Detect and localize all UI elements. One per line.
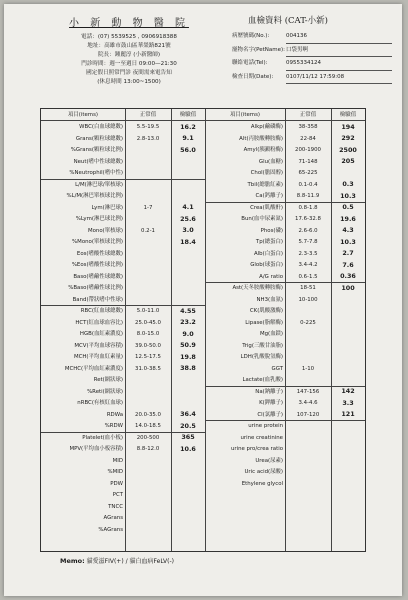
- normal-range: 0.1-0.4: [298, 181, 318, 188]
- test-result: 50.9: [180, 341, 196, 349]
- test-result: 0.36: [340, 272, 356, 280]
- test-name: Alkp(鹼磷酶): [250, 124, 283, 130]
- test-name: Mg(血鎂): [259, 331, 283, 337]
- normal-range: 22-84: [300, 135, 316, 142]
- test-name: Glob(球蛋白): [250, 262, 283, 268]
- test-name: Mono(單核球): [87, 227, 123, 234]
- test-result: 100: [341, 283, 355, 292]
- test-name: HGB(血紅素濃度): [79, 331, 123, 337]
- col-header-item-right: 項目(items): [230, 112, 260, 118]
- test-name: %Eos(嗜酸性球比例): [71, 262, 123, 268]
- memo-text: 貓愛滋FIV(+) / 貓白血病FeLV(-): [86, 558, 174, 565]
- phone-value: 0955334124: [286, 57, 392, 71]
- test-name: Lym(淋巴球): [91, 204, 123, 211]
- test-name: Tbil(總膽紅素): [247, 181, 283, 188]
- test-name: MCHC(平均血紅素濃度): [64, 365, 123, 372]
- test-result: 194: [341, 122, 355, 131]
- test-name: Ethylene glycol: [241, 480, 283, 487]
- normal-range: 8.8-12.0: [136, 446, 160, 452]
- test-name: Ast(天冬胺酸轉胺酶): [232, 285, 283, 291]
- results-table: [40, 108, 366, 552]
- test-name: urine pro/crea ratio: [230, 446, 283, 452]
- pet-name-label: 寵物名字(PetName):: [232, 46, 286, 53]
- normal-range: 1-10: [301, 365, 315, 372]
- test-name: L/M(淋巴球/單核球): [75, 181, 123, 188]
- date-row: [232, 71, 392, 85]
- test-result: 0.5: [342, 203, 354, 211]
- normal-range: 1-7: [143, 204, 153, 211]
- test-result: 292: [341, 134, 355, 142]
- normal-range: 39.0-50.0: [135, 342, 161, 349]
- test-name: Lactate(血乳酸): [242, 377, 283, 383]
- test-result: 7.6: [342, 260, 354, 269]
- test-result: 4.1: [182, 203, 194, 211]
- normal-range: 0.2-1: [141, 227, 155, 234]
- normal-range: 18-51: [300, 285, 316, 291]
- test-name: Tp(總蛋白): [255, 239, 283, 245]
- clinic-hours: 門診時間：週一至週日 09:00—21:30: [81, 61, 177, 67]
- test-name: AGrans: [103, 515, 123, 521]
- normal-range: 14.0-18.5: [135, 423, 161, 429]
- test-name: MCV(平均血球容積): [74, 342, 123, 349]
- test-name: Ret(網狀球): [93, 377, 123, 383]
- record-number-value: 004136: [286, 30, 392, 44]
- column-divider: [285, 109, 286, 551]
- test-name: Band(帶狀嗜中性球): [72, 296, 123, 303]
- test-name: WBC(白血球總數): [79, 124, 123, 130]
- test-name: CK(肌酸激酶): [249, 308, 283, 314]
- test-result: 19.8: [180, 352, 196, 361]
- group-separator: [205, 420, 365, 421]
- group-separator: [205, 202, 365, 203]
- normal-range: 31.0-38.5: [135, 365, 161, 372]
- test-result: 205: [341, 157, 355, 165]
- normal-range: 0-225: [300, 319, 316, 326]
- test-name: PCT: [112, 492, 123, 498]
- normal-range: 8.8-11.9: [296, 193, 320, 199]
- test-name: Na(鈉離子): [255, 388, 283, 395]
- memo: [60, 556, 174, 565]
- test-result: 25.6: [180, 214, 196, 223]
- normal-range: 2.8-13.0: [136, 135, 160, 142]
- test-result: 56.0: [180, 145, 196, 154]
- test-name: %L/M(淋巴單核球比例): [66, 193, 123, 199]
- clinic-note: 國定假日照常門診 夜間需來電告知: [86, 70, 172, 76]
- normal-range: 3.4-4.6: [298, 400, 318, 406]
- normal-range: 5.5-19.5: [136, 124, 160, 130]
- test-name: HCT(紅血球血容比): [75, 319, 123, 326]
- test-result: 10.3: [340, 191, 356, 200]
- test-name: MPV(平均血小板容積): [69, 446, 123, 452]
- test-name: %AGrans: [98, 526, 123, 533]
- test-name: Amyl(胰澱粉酶): [243, 147, 283, 153]
- test-result: 4.55: [180, 306, 196, 315]
- test-name: TNCC: [108, 503, 123, 510]
- test-result: 23.2: [180, 318, 196, 326]
- test-result: 36.4: [180, 410, 196, 418]
- test-name: Alt(丙胺酸轉胺酶): [239, 135, 283, 142]
- normal-range: 17.6-32.8: [295, 216, 321, 222]
- test-result: 16.2: [180, 122, 196, 131]
- pet-name-row: [232, 44, 392, 58]
- normal-range: 38-358: [298, 124, 318, 130]
- test-name: A/G ratio: [259, 273, 283, 280]
- test-name: Platelet(血小板): [82, 434, 123, 441]
- group-separator: [205, 282, 365, 283]
- test-name: urine protein: [248, 423, 283, 429]
- record-number-label: 病歷號碼(No.):: [232, 33, 270, 39]
- test-result: 365: [181, 433, 195, 441]
- report-title: 血檢資料 (CAT-小新): [248, 16, 328, 26]
- clinic-director: 院長：鍾麗淳 (小新醫師): [97, 52, 161, 58]
- test-name: Ca(鈣離子): [255, 193, 283, 199]
- normal-range: 2.6-6.0: [298, 227, 318, 234]
- test-result: 38.8: [180, 364, 196, 372]
- group-separator: [205, 386, 365, 387]
- column-divider: [331, 109, 332, 551]
- normal-range: 0.6-1.5: [298, 273, 318, 280]
- normal-range: 5.0-11.0: [136, 308, 160, 314]
- test-name: Lipase(脂解酶): [245, 319, 283, 326]
- test-name: RDWa: [106, 411, 123, 418]
- test-name: Eos(嗜酸性球總數): [76, 250, 123, 257]
- normal-range: 20.0-35.0: [135, 411, 161, 418]
- normal-range: 0.8-1.8: [298, 204, 318, 211]
- test-name: Neut(嗜中性球總數): [73, 158, 123, 165]
- clinic-header: [44, 14, 214, 87]
- center-divider: [205, 109, 206, 551]
- normal-range: 200-500: [136, 434, 160, 441]
- test-result: 10.6: [180, 444, 196, 453]
- normal-range: 3.4-4.2: [298, 262, 318, 268]
- clinic-address: 地址：高雄市鼓山區華榮路821號: [87, 43, 171, 49]
- test-name: Trig(三酸甘油脂): [242, 342, 283, 349]
- phone-row: [232, 57, 392, 71]
- normal-range: 25.0-45.0: [135, 319, 161, 326]
- group-separator: [41, 432, 205, 433]
- normal-range: 12.5-17.5: [135, 354, 161, 360]
- normal-range: 65-225: [298, 170, 318, 176]
- normal-range: 107-120: [296, 411, 320, 418]
- test-result: 2.7: [342, 249, 354, 257]
- test-name: %Reti(網狀球): [87, 388, 123, 395]
- test-name: MCH(平均血紅素量): [73, 354, 123, 360]
- memo-label: Memo:: [60, 557, 85, 565]
- test-name: %Mono(單核球比例): [72, 239, 123, 245]
- col-header-item-left: 項目(items): [68, 112, 98, 118]
- column-divider: [125, 109, 126, 551]
- test-result: 19.6: [340, 214, 356, 223]
- test-result: 9.0: [182, 329, 194, 338]
- column-divider: [171, 109, 172, 551]
- test-result: 9.1: [182, 134, 194, 142]
- header-separator: [41, 120, 365, 121]
- col-header-result-right: 檢驗值: [339, 112, 357, 118]
- normal-range: 2.3-3.5: [298, 250, 318, 257]
- normal-range: 71-148: [298, 158, 318, 165]
- test-name: K(鉀離子): [259, 400, 283, 406]
- test-name: %Grans(顆粒球比例): [70, 147, 123, 153]
- normal-range: 200-1900: [295, 147, 321, 153]
- group-separator: [41, 305, 205, 306]
- normal-range: 8.0-15.0: [136, 331, 160, 337]
- test-result: 2500: [339, 145, 357, 154]
- record-number-row: [232, 30, 392, 44]
- date-value: 0107/11/12 17:59:08: [286, 71, 392, 85]
- test-name: %Baso(嗜鹼性球比例): [68, 285, 123, 291]
- test-name: Bun(血中尿素氮): [241, 216, 283, 222]
- col-header-range-right: 正常值: [299, 112, 317, 118]
- test-result: 4.3: [342, 226, 354, 234]
- test-name: %MID: [107, 469, 123, 475]
- test-name: Uric acid(尿酸): [244, 469, 283, 475]
- clinic-name: 小 新 動 物 醫 院: [69, 18, 189, 29]
- report-info: [232, 14, 392, 84]
- test-name: Chol(膽固醇): [250, 170, 283, 176]
- test-name: nRBC(有核紅血球): [77, 400, 123, 406]
- clinic-phone: 電話：(07) 5539525 , 0906918388: [81, 34, 177, 40]
- date-label: 檢查日期(Date):: [232, 73, 274, 80]
- test-name: Grans(顆粒球總數): [75, 135, 123, 142]
- col-header-range-left: 正常值: [139, 112, 157, 118]
- clinic-rest-time: (休息時間 13:00~1500): [97, 79, 161, 85]
- test-name: urine creatinine: [240, 434, 283, 441]
- test-result: 3.0: [182, 226, 194, 234]
- test-name: Alb(白蛋白): [254, 250, 283, 257]
- test-name: Glu(血糖): [258, 158, 283, 165]
- test-result: 121: [341, 410, 355, 418]
- test-result: 20.5: [180, 421, 196, 430]
- test-name: Baso(嗜鹼性球總數): [73, 273, 123, 280]
- test-name: Crea(肌酸酐): [250, 204, 283, 211]
- test-name: %Neutrophil(嗜中性): [69, 170, 123, 176]
- test-name: NH3(血氨): [256, 296, 283, 303]
- test-name: Urea(尿素): [255, 457, 283, 464]
- test-result: 0.3: [342, 180, 354, 188]
- test-name: GGT: [271, 365, 283, 372]
- pet-name-value: 口袋男啊: [286, 44, 392, 58]
- normal-range: 5.7-7.8: [298, 239, 318, 245]
- test-name: LDH(乳酸脫氫酶): [240, 354, 283, 360]
- normal-range: 10-100: [298, 296, 318, 303]
- test-name: PDW: [110, 480, 123, 487]
- test-result: 3.3: [342, 398, 354, 407]
- test-result: 142: [341, 387, 355, 395]
- group-separator: [41, 179, 205, 180]
- test-name: %Lym(淋巴球比例): [75, 216, 123, 222]
- test-result: 10.3: [340, 237, 356, 246]
- normal-range: 147-156: [296, 388, 320, 395]
- col-header-result-left: 檢驗值: [179, 112, 197, 118]
- test-name: MID: [112, 457, 123, 464]
- phone-label: 聯絡電話(Tel):: [232, 60, 268, 66]
- test-name: Cl(氯離子): [257, 411, 283, 418]
- test-name: RBC(紅血球總數): [80, 308, 123, 314]
- test-name: Phos(磷): [260, 227, 283, 234]
- test-name: %RDW: [104, 423, 123, 429]
- test-result: 18.4: [180, 237, 196, 246]
